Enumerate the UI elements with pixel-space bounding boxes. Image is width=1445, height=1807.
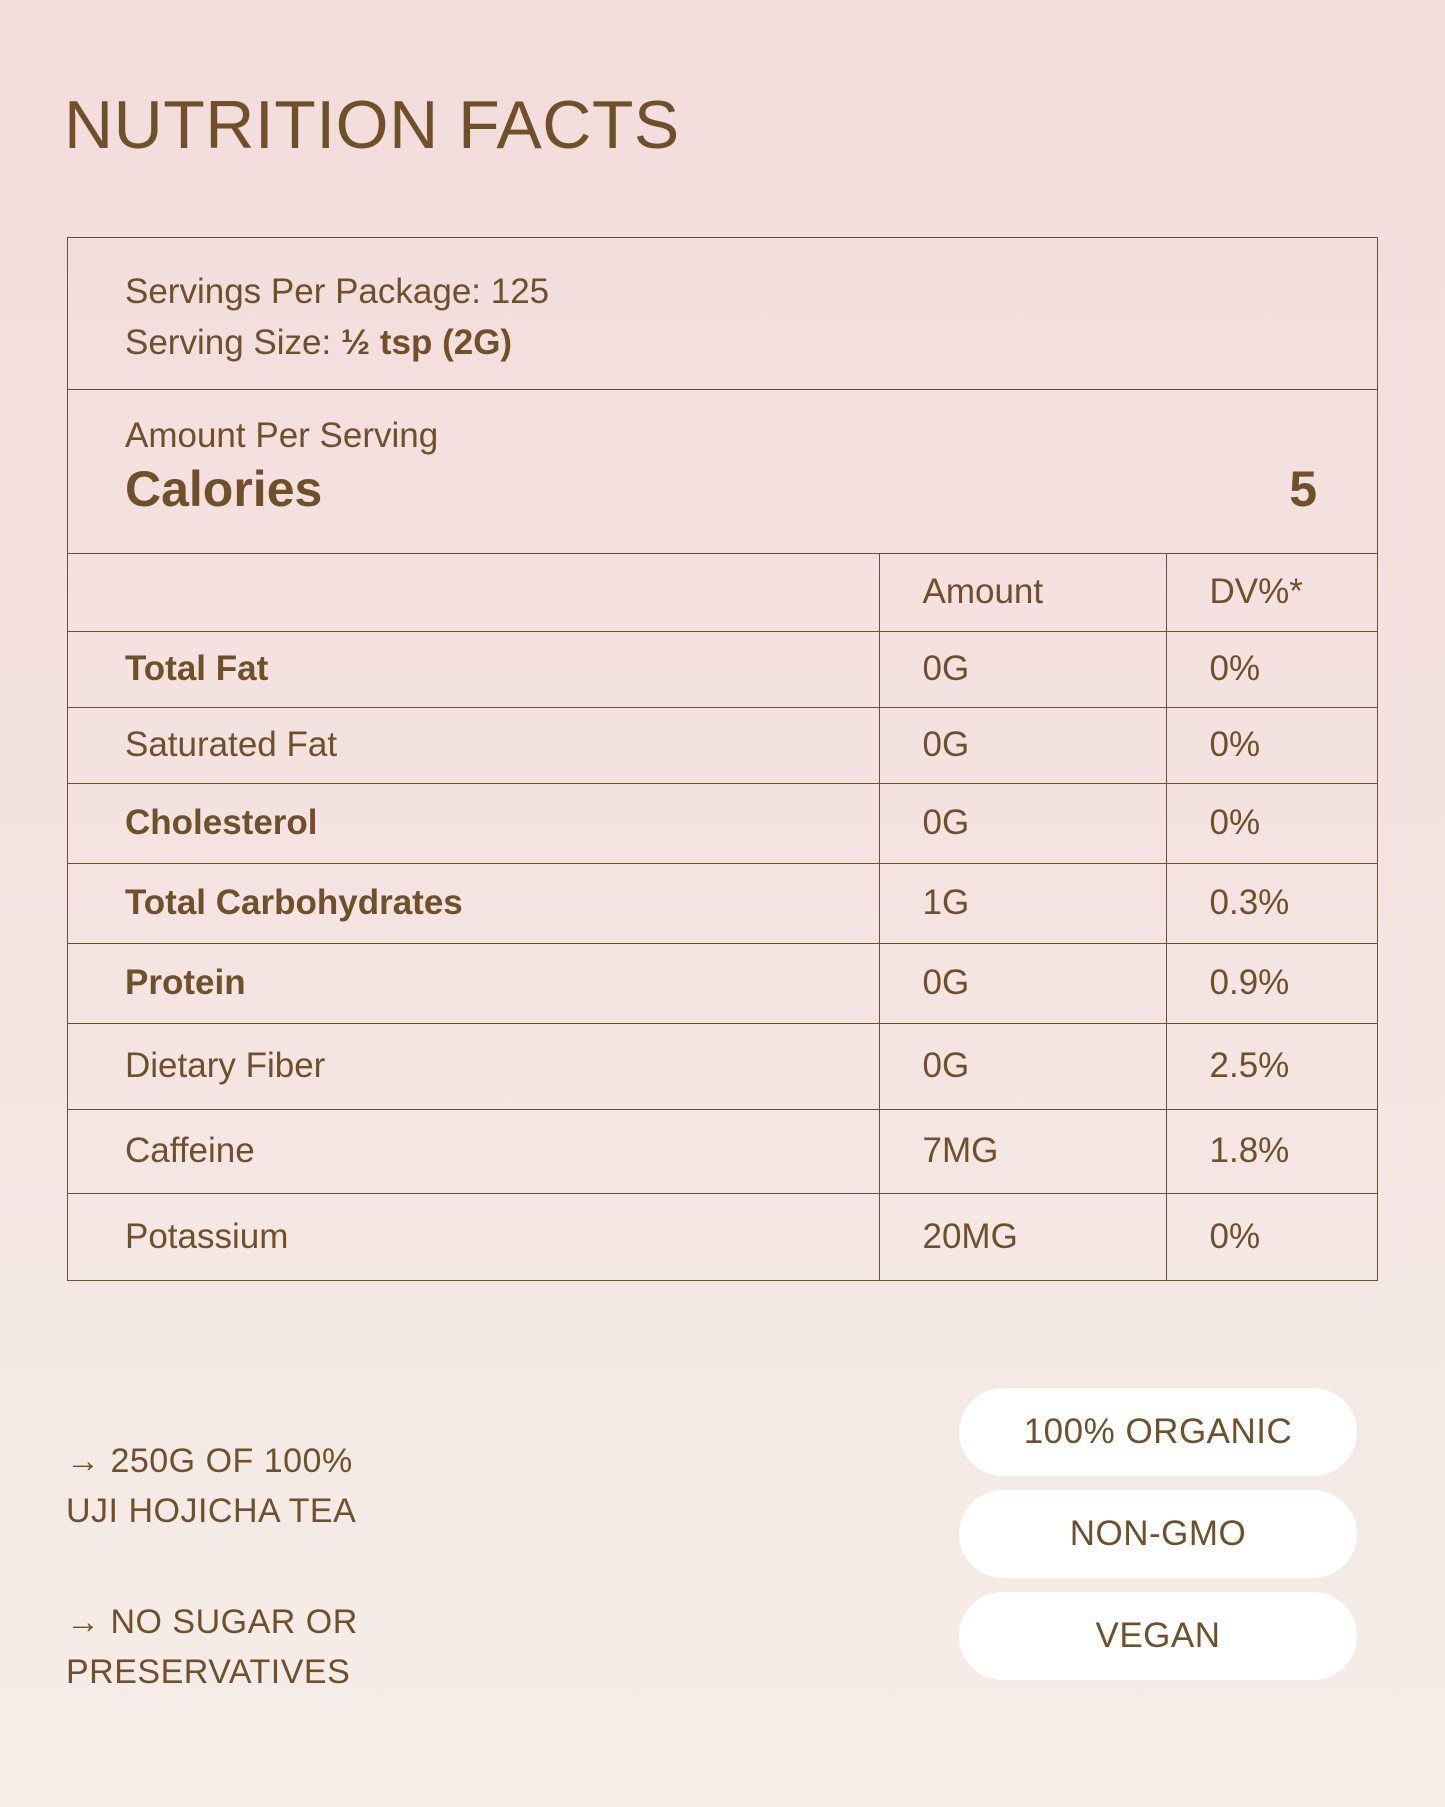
nutrient-name: Caffeine [68,1109,879,1193]
nutrient-amount: 1G [879,863,1166,943]
calories-section [68,390,1377,554]
table-row [68,863,1377,943]
nutrient-dv: 1.8% [1166,1109,1377,1193]
note-item [66,1597,358,1697]
note-item [66,1436,358,1536]
product-notes [66,1436,358,1758]
table-header-row [68,554,1377,631]
nutrient-dv: 0% [1166,707,1377,783]
table-row [68,943,1377,1023]
note-line: PRESERVATIVES [66,1653,351,1691]
nutrient-amount: 7MG [879,1109,1166,1193]
note-line: → 250G OF 100% [66,1442,353,1480]
table-row [68,1109,1377,1193]
table-row [68,1193,1377,1280]
nutrient-amount: 0G [879,631,1166,707]
nutrient-name: Potassium [68,1193,879,1280]
nutrient-name: Saturated Fat [68,707,879,783]
nutrient-name: Total Fat [68,631,879,707]
table-row [68,631,1377,707]
note-line: → NO SUGAR OR [66,1603,358,1641]
page-title: NUTRITION FACTS [64,87,680,163]
calories-label: Calories [125,461,323,517]
nutrition-panel [67,237,1378,1281]
badge-organic: 100% ORGANIC [959,1388,1357,1476]
nutrient-dv: 0% [1166,1193,1377,1280]
nutrient-name: Total Carbohydrates [68,863,879,943]
badge-non-gmo: NON-GMO [959,1490,1357,1578]
nutrient-dv: 0.9% [1166,943,1377,1023]
nutrient-dv: 2.5% [1166,1023,1377,1109]
header-dv: DV%* [1166,554,1377,631]
amount-per-serving-label: Amount Per Serving [125,416,439,455]
serving-size [125,317,1377,368]
nutrient-amount: 0G [879,943,1166,1023]
header-amount: Amount [879,554,1166,631]
nutrient-dv: 0.3% [1166,863,1377,943]
nutrient-name: Dietary Fiber [68,1023,879,1109]
table-row [68,783,1377,863]
nutrient-amount: 0G [879,1023,1166,1109]
nutrient-name: Cholesterol [68,783,879,863]
servings-per-package: Servings Per Package: 125 [125,272,550,311]
nutrient-name: Protein [68,943,879,1023]
nutrient-table [68,554,1377,1280]
nutrient-amount: 0G [879,707,1166,783]
table-row [68,707,1377,783]
calories-value: 5 [1289,461,1317,517]
header-nutrient [68,554,879,631]
badge-vegan: VEGAN [959,1592,1357,1680]
serving-size-label: Serving Size: [125,323,341,362]
note-line: UJI HOJICHA TEA [66,1492,357,1530]
serving-info [68,238,1377,390]
nutrient-dv: 0% [1166,631,1377,707]
nutrient-amount: 20MG [879,1193,1166,1280]
nutrient-dv: 0% [1166,783,1377,863]
serving-size-value: ½ tsp (2G) [340,323,513,362]
table-row [68,1023,1377,1109]
nutrient-amount: 0G [879,783,1166,863]
